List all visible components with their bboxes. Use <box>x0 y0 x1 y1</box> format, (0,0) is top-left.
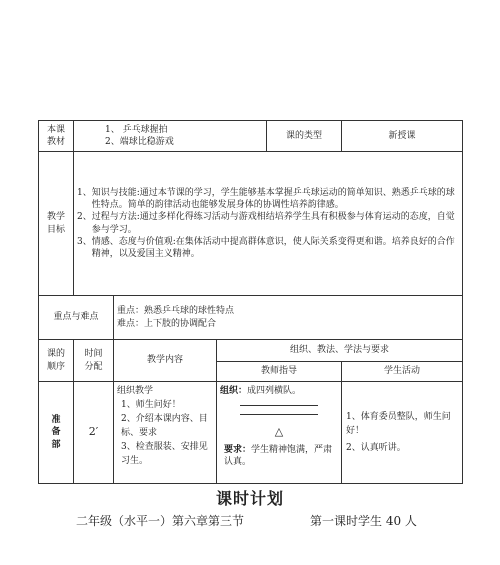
prep-stage-char: 备 <box>51 427 61 438</box>
prep-stage-char: 准 <box>51 415 61 426</box>
class-type-value: 新授课 <box>342 121 463 152</box>
time-header: 时间 分配 <box>74 340 114 382</box>
formation-line <box>240 405 318 406</box>
objective-item <box>77 236 459 260</box>
objectives-label: 教学 目标 <box>39 152 74 296</box>
formation-line <box>240 414 318 415</box>
column-header-row <box>39 340 463 362</box>
difficulty-text: 难点：上下肢的协调配合 <box>117 318 217 329</box>
prep-stage-label <box>39 382 74 484</box>
material-row <box>39 121 463 152</box>
class-type-label: 课的类型 <box>267 121 342 152</box>
teacher-header: 教师指导 <box>217 362 342 382</box>
teacher-position-symbol: △ <box>274 425 284 439</box>
objective-number: 3、 <box>77 236 92 247</box>
methods-header: 组织、教法、学法与要求 <box>217 340 463 362</box>
objective-item <box>77 187 459 211</box>
lesson-info: 第一课时学生 40 人 <box>310 514 417 528</box>
content-header: 教学内容 <box>114 340 217 382</box>
student-activity-item: 2、认真听讲。 <box>346 442 406 453</box>
material-items <box>74 121 267 152</box>
key-points-label: 重点与难点 <box>39 296 114 340</box>
order-header: 课的 顺序 <box>39 340 74 382</box>
prep-content-item: 3、检查服装、安排见习生。 <box>121 441 208 466</box>
key-point-text: 重点：熟悉乒乓球的球性特点 <box>117 306 235 317</box>
teacher-req-text: 学生精神饱满，严肃认真。 <box>224 444 333 468</box>
teacher-org <box>220 385 338 397</box>
teacher-org-label: 组织： <box>220 386 248 396</box>
prep-row <box>39 382 463 484</box>
material-item-2: 2、端球比稳游戏 <box>105 137 174 147</box>
material-label: 本课 教材 <box>39 121 74 152</box>
teacher-guidance <box>217 382 342 484</box>
teacher-req-label: 要求： <box>224 444 252 455</box>
objective-item <box>77 211 459 235</box>
prep-content-item: 2、介绍本课内容、目标、要求 <box>121 413 208 438</box>
objective-text: 情感、态度与价值观:在集体活动中提高群体意识，使人际关系变得更和谐。培养良好的合作精神，以及爱国主义精神。 <box>91 236 455 259</box>
student-activity <box>342 382 463 484</box>
key-points-content <box>114 296 463 340</box>
prep-content-item: 1、师生问好！ <box>121 399 181 410</box>
objective-text: 知识与技能:通过本节课的学习，学生能够基本掌握乒乓球运动的简单知识、熟悉乒乓球的球性特点。简单的韵律活动也能够发展身体的协调性培养韵律感。 <box>91 188 455 211</box>
objective-number: 1、 <box>77 188 92 199</box>
key-points-row <box>39 296 463 340</box>
student-header: 学生活动 <box>342 362 463 382</box>
objective-text: 过程与方法:通过多样化得练习活动与游戏相结培养学生具有积极参与体育运动的态度，自觉参与学习。 <box>91 212 455 235</box>
teacher-org-text: 成四列横队。 <box>247 386 302 396</box>
material-item-1: 1、 乒乓球握拍 <box>105 124 168 135</box>
student-activity-item: 1、体育委员整队，师生问好！ <box>346 411 451 437</box>
prep-stage-char: 部 <box>51 439 61 450</box>
objectives-row <box>39 152 463 296</box>
prep-time: 2′ <box>74 382 114 484</box>
teacher-req <box>220 444 338 468</box>
objective-number: 2、 <box>77 212 92 223</box>
grade-info: 二年级（水平一）第六章第三节 <box>76 514 245 528</box>
prep-content-title: 组织教学 <box>117 386 154 396</box>
objectives-list <box>74 152 463 296</box>
lesson-plan-table <box>38 120 463 484</box>
prep-content <box>114 382 217 484</box>
page-title: 课时计划 <box>215 489 284 508</box>
